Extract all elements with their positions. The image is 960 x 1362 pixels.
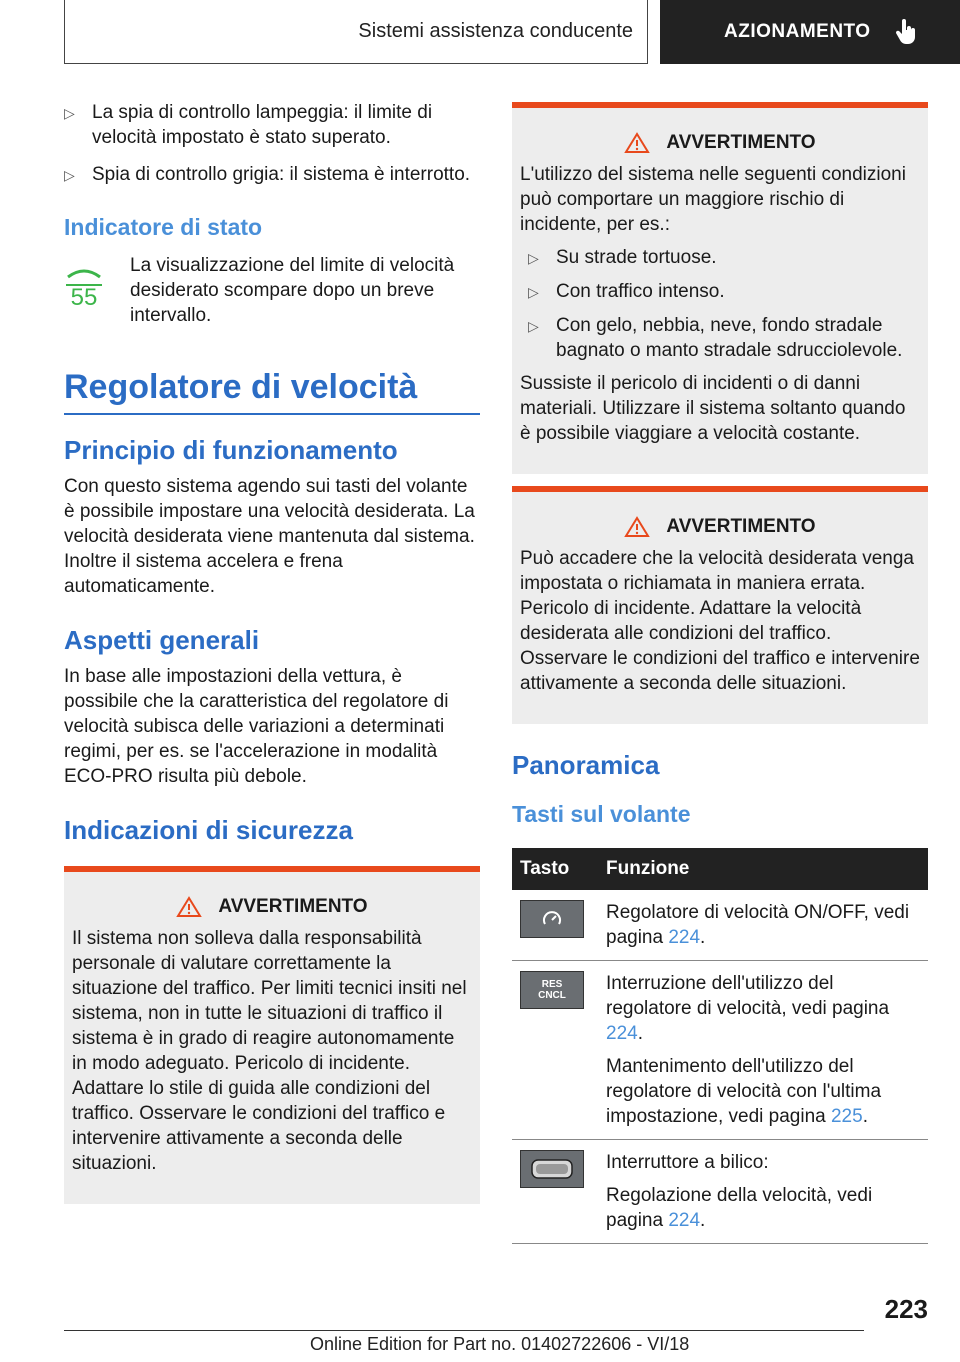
page-link[interactable]: 224	[606, 1023, 638, 1044]
warning-title: AVVERTIMENTO	[520, 516, 920, 538]
page-link[interactable]: 224	[668, 927, 701, 948]
warning-triangle-icon	[176, 896, 202, 918]
edition-text: Online Edition for Part no. 01402722606 - VI/18	[310, 1334, 690, 1354]
triangle-bullet-icon: ▷	[64, 105, 75, 121]
steering-buttons-table	[512, 848, 928, 1244]
warning-box	[64, 866, 480, 1204]
page-link[interactable]: 225	[830, 1106, 863, 1127]
header-chapter	[660, 0, 960, 64]
warning-intro: L'utilizzo del sistema nelle seguenti condizioni può comportare un maggiore rischio di incidente, per es.:	[520, 164, 906, 235]
principle-heading: Principio di funzionamento	[64, 435, 398, 465]
table-row: RES CNCL Interruzione dell'utilizzo del regolatore di velocità, vedi pagina 224. Mantenimento dell'utilizzo del regolatore di velocità con l'ultima impostazione, vedi pagina 225.	[512, 961, 928, 1140]
buttons-heading: Tasti sul volante	[512, 801, 691, 827]
list-item: ▷ La spia di controllo lampeggia: il limite di velocità impostato è stato superato.	[64, 102, 433, 148]
warning-triangle-icon	[624, 132, 650, 154]
right-column	[512, 102, 928, 1244]
list-item: ▷ Con traffico intenso.	[520, 279, 920, 305]
header-chapter-title: AZIONAMENTO	[724, 21, 871, 42]
warning-text: Può accadere che la velocità desiderata venga impostata o richiamata in maniera errata. Pericolo di incidente. Adattare la velocità desiderata alle condizioni del traffico. Osservare le condizioni del traffico e intervenire attivamente a seconda delle situazioni.	[520, 548, 920, 694]
list-item: ▷ Con gelo, nebbia, neve, fondo stradale bagnato o manto stradale sdrucciolevole.	[528, 315, 903, 361]
warning-title: AVVERTIMENTO	[72, 896, 472, 918]
triangle-bullet-icon: ▷	[528, 284, 539, 300]
main-heading: Regolatore di velocità	[64, 368, 480, 415]
column-header-function: Funzione	[598, 848, 928, 890]
triangle-bullet-icon: ▷	[528, 318, 539, 334]
hand-pointer-icon	[895, 19, 917, 45]
table-row: Interruttore a bilico: Regolazione della velocità, vedi pagina 224.	[512, 1140, 928, 1244]
rocker-switch-icon	[520, 1150, 584, 1188]
triangle-bullet-icon: ▷	[64, 167, 75, 183]
triangle-bullet-icon: ▷	[528, 250, 539, 266]
page-number: 223	[884, 1294, 928, 1324]
warning-box	[512, 486, 928, 724]
safety-heading: Indicazioni di sicurezza	[64, 815, 353, 845]
column-header-key: Tasto	[512, 848, 598, 890]
header-section-title: Sistemi assistenza conducente	[358, 20, 633, 42]
status-text: La visualizzazione del limite di velocità desiderato scompare dopo un breve intervallo.	[130, 255, 455, 326]
page-link[interactable]: 224	[668, 1210, 701, 1231]
list-item: ▷ Spia di controllo grigia: il sistema è interrotto.	[64, 162, 480, 188]
left-column	[64, 100, 480, 1204]
warning-triangle-icon	[624, 516, 650, 538]
warning-outro: Sussiste il pericolo di incidenti o di danni materiali. Utilizzare il sistema soltanto quando è possibile viaggiare a velocità costante.	[520, 373, 906, 444]
list-item: ▷ Su strade tortuose.	[520, 245, 920, 271]
speed-limit-icon	[64, 253, 130, 328]
status-heading: Indicatore di stato	[64, 214, 263, 240]
status-indicator	[64, 253, 480, 328]
table-row: Regolatore di velocità ON/OFF, vedi pagina 224.	[512, 890, 928, 961]
cruise-control-onoff-button-icon	[520, 900, 584, 938]
overview-heading: Panoramica	[512, 750, 660, 780]
warning-box	[512, 102, 928, 474]
general-text: In base alle impostazioni della vettura, è possibile che la caratteristica del regolatore di velocità subisca delle variazioni a determinati regimi, per es. se l'accelerazione in modalità ECO-PRO risulta più debole.	[64, 666, 449, 787]
warning-title: AVVERTIMENTO	[520, 132, 920, 154]
principle-text: Con questo sistema agendo sui tasti del volante è possibile impostare una velocità desiderata. La velocità desiderata viene mantenuta dal sistema. Inoltre il sistema accelera e frena automaticamente.	[64, 476, 475, 597]
footer-divider	[64, 1330, 864, 1331]
header-section	[64, 0, 648, 64]
res-cncl-button-icon: RES CNCL	[520, 971, 584, 1009]
warning-text: Il sistema non solleva dalla responsabilità personale di valutare correttamente la situazione del traffico. Per limiti tecnici insiti nel sistema, non in tutte le situazioni di traffico il sistema è in grado di reagire autonomamente in modo adeguato. Pericolo di incidente. Adattare lo stile di guida alle condizioni del traffico. Osservare le condizioni del traffico e intervenire attivamente a seconda delle situazioni.	[72, 928, 467, 1174]
speed-limit-value: 55	[70, 284, 98, 307]
general-heading: Aspetti generali	[64, 625, 260, 655]
